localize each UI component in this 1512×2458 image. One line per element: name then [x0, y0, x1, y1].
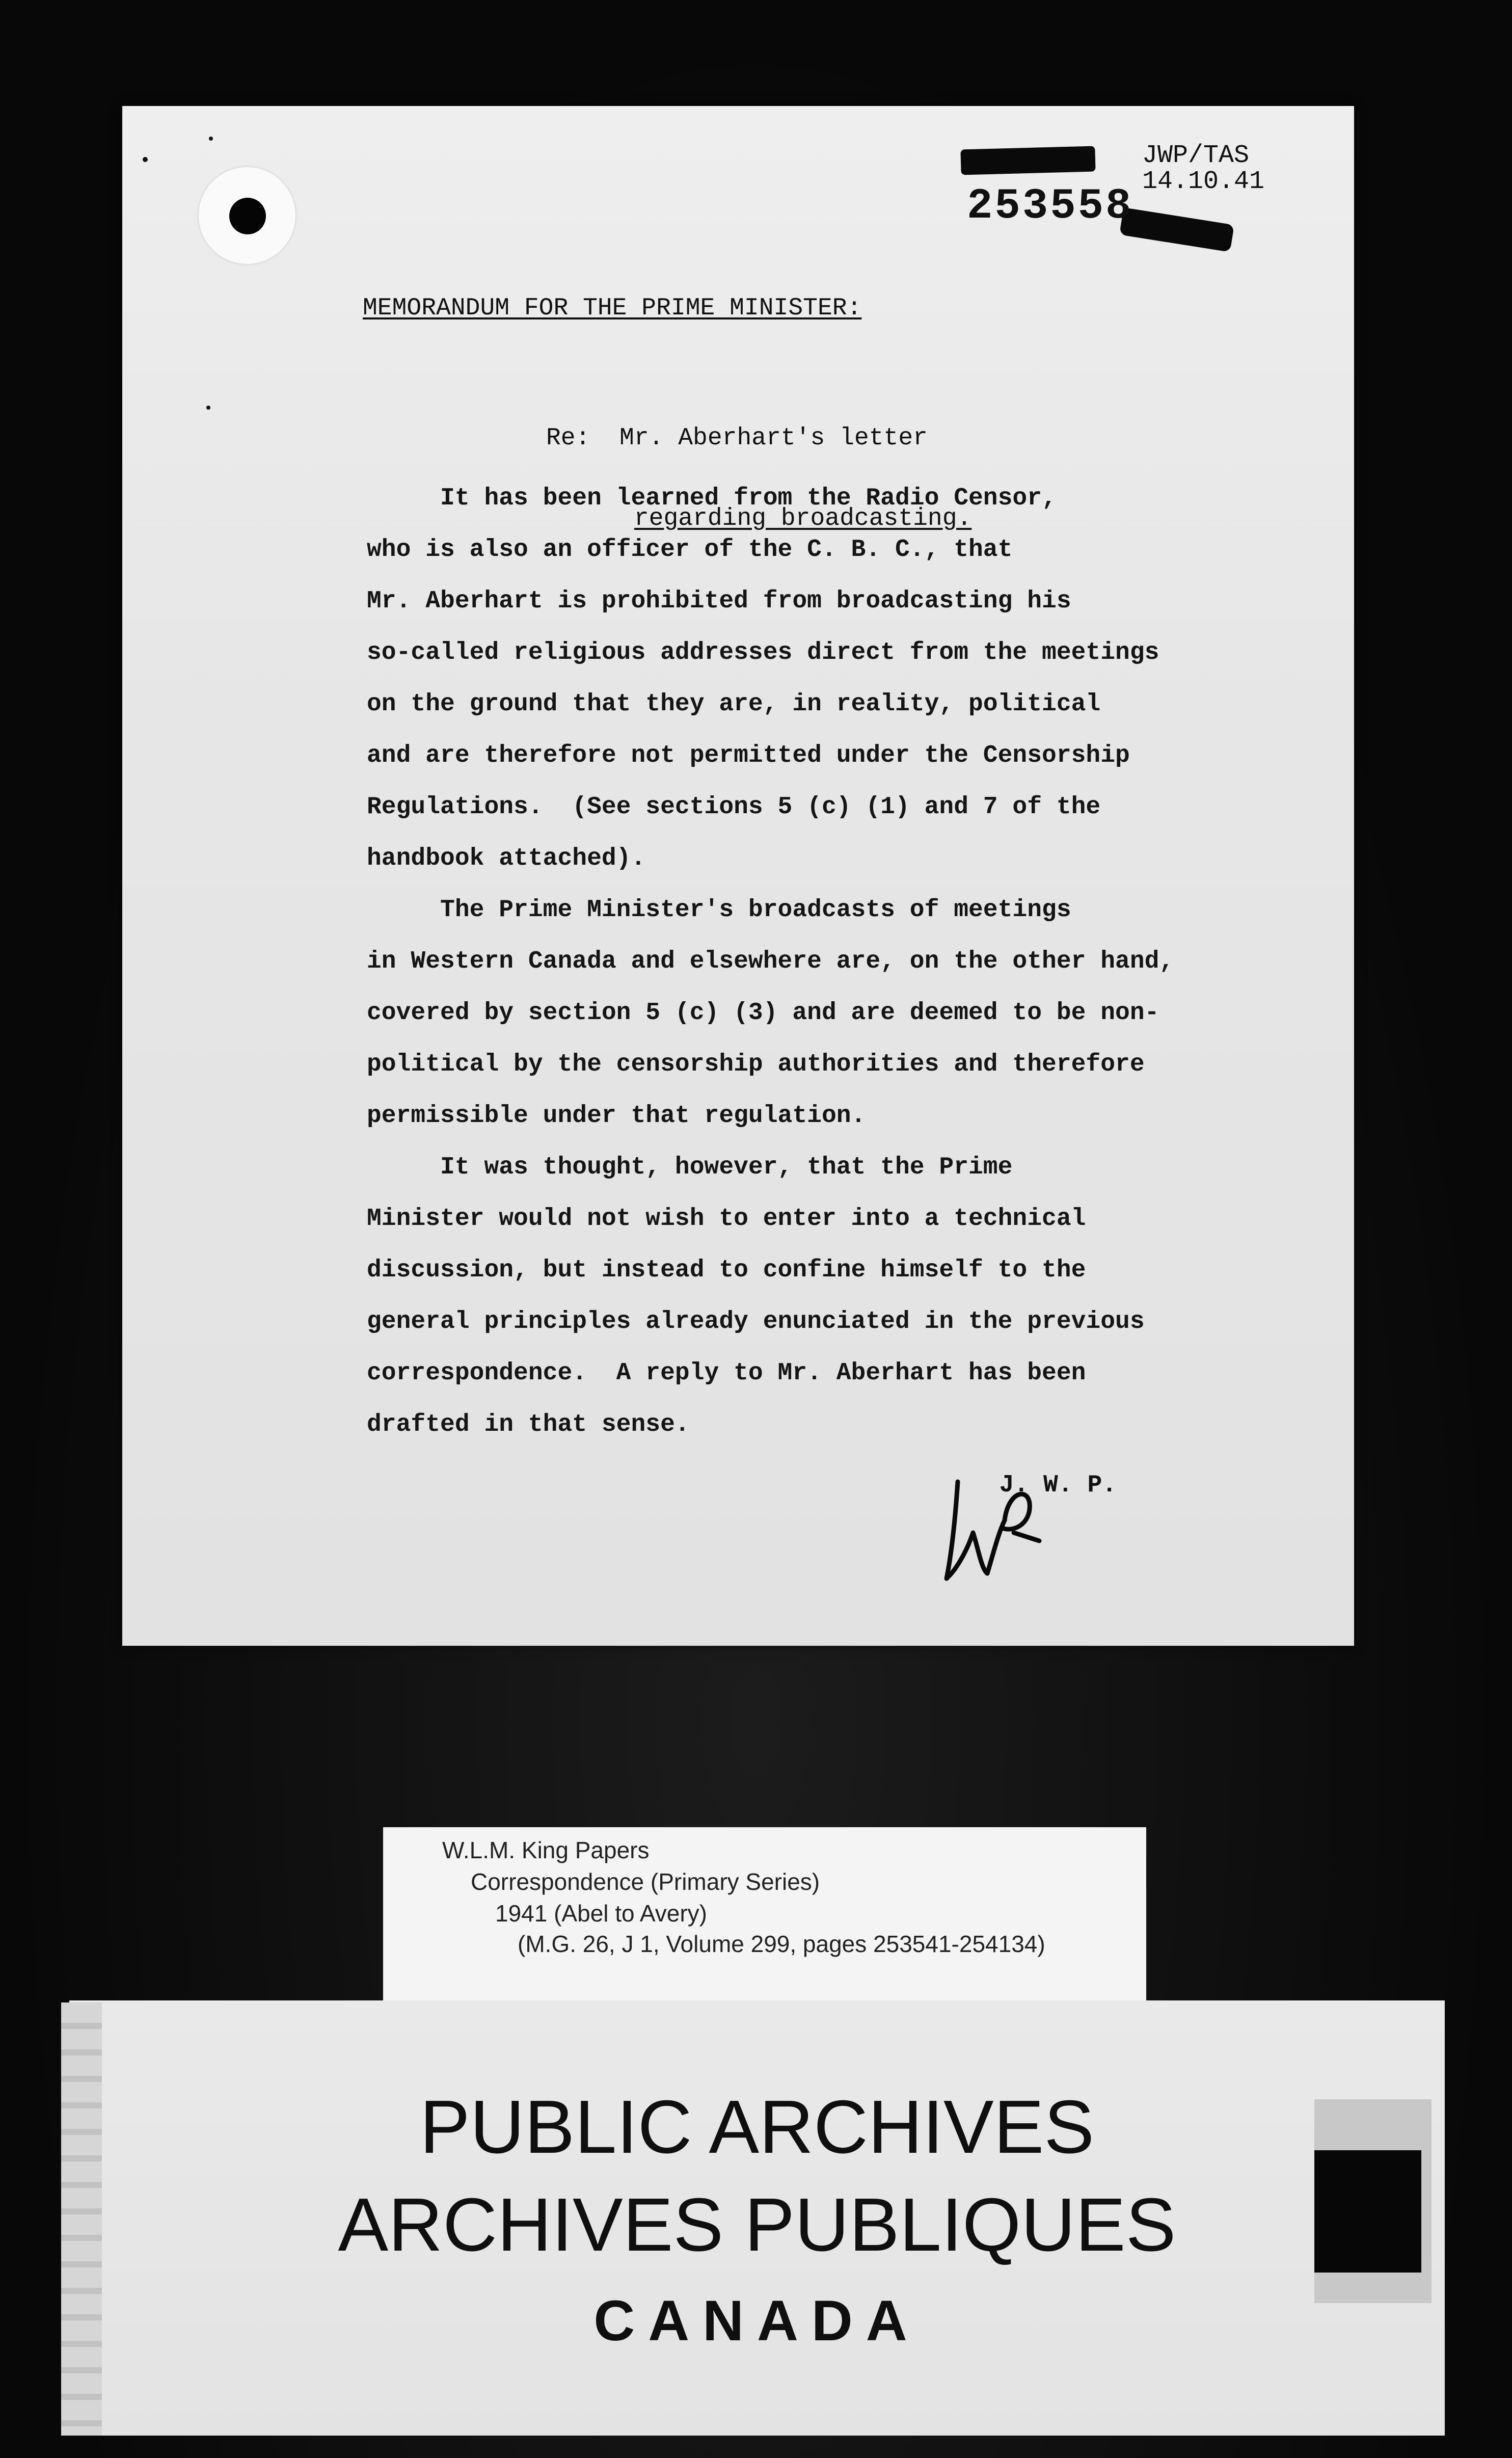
- reference-initials: JWP/TAS: [1142, 141, 1250, 170]
- catalogue-line-4: (M.G. 26, J 1, Volume 299, pages 253541-254134): [518, 1931, 1045, 1957]
- paragraph-2: [367, 885, 1335, 1142]
- file-number-stamp: 253558: [967, 182, 1133, 231]
- body-line: so-called religious addresses direct from the meetings: [367, 639, 1159, 666]
- subject-line-2: regarding broadcasting.: [634, 504, 972, 532]
- body-line: discussion, but instead to confine himself to the: [367, 1257, 1086, 1284]
- speck: [206, 406, 210, 410]
- speck: [143, 157, 148, 162]
- body-line: It has been learned from the Radio Censor,: [367, 485, 1057, 512]
- body-line: covered by section 5 (c) (3) and are deemed to be non-: [367, 999, 1159, 1027]
- body-line: permissible under that regulation.: [367, 1102, 866, 1130]
- body-line: correspondence. A reply to Mr. Aberhart has been: [367, 1359, 1086, 1387]
- body-line: political by the censorship authorities and therefore: [367, 1051, 1145, 1078]
- reference-block: [1142, 143, 1264, 195]
- redacted-stamp: [1119, 207, 1234, 252]
- memorandum-sheet: [122, 106, 1354, 1646]
- body-line: general principles already enunciated in the previous: [367, 1308, 1145, 1335]
- subject-label: Re:: [546, 424, 590, 452]
- body-line: Regulations. (See sections 5 (c) (1) and 7 of the: [367, 793, 1101, 821]
- subject-line-1: Mr. Aberhart's letter: [619, 424, 928, 452]
- catalogue-line-3: 1941 (Abel to Avery): [495, 1900, 707, 1927]
- signed-name: [970, 1472, 1117, 1499]
- catalogue-line-2: Correspondence (Primary Series): [471, 1868, 820, 1895]
- paragraph-3: [367, 1142, 1335, 1451]
- signed-name-text: J. W. P.: [999, 1472, 1117, 1499]
- body-line: The Prime Minister's broadcasts of meetings: [367, 896, 1071, 924]
- banner-title-fr: ARCHIVES PUBLIQUES: [338, 2183, 1176, 2267]
- body-line: in Western Canada and elsewhere are, on the other hand,: [367, 948, 1174, 975]
- punch-hole: [229, 198, 266, 234]
- banner-country: CANADA: [593, 2289, 921, 2353]
- catalogue-line-1: W.L.M. King Papers: [442, 1837, 650, 1863]
- catalogue-label: [383, 1827, 1146, 2008]
- body-line: who is also an officer of the C. B. C., that: [367, 536, 1013, 564]
- body-line: handbook attached).: [367, 845, 646, 872]
- banner-title-en: PUBLIC ARCHIVES: [419, 2085, 1095, 2169]
- reference-date: 14.10.41: [1142, 167, 1265, 196]
- body-line: on the ground that they are, in reality, political: [367, 690, 1101, 718]
- memo-heading: MEMORANDUM FOR THE PRIME MINISTER:: [363, 295, 862, 322]
- speck: [209, 137, 213, 141]
- redacted-stamp: [960, 146, 1095, 175]
- paragraph-1: [367, 473, 1335, 885]
- body-line: It was thought, however, that the Prime: [367, 1154, 1013, 1181]
- body-line: Mr. Aberhart is prohibited from broadcasting his: [367, 587, 1071, 615]
- memo-body: [367, 473, 1335, 1451]
- body-line: Minister would not wish to enter into a technical: [367, 1205, 1086, 1233]
- body-line: and are therefore not permitted under the Censorship: [367, 742, 1130, 769]
- body-line: drafted in that sense.: [367, 1411, 690, 1438]
